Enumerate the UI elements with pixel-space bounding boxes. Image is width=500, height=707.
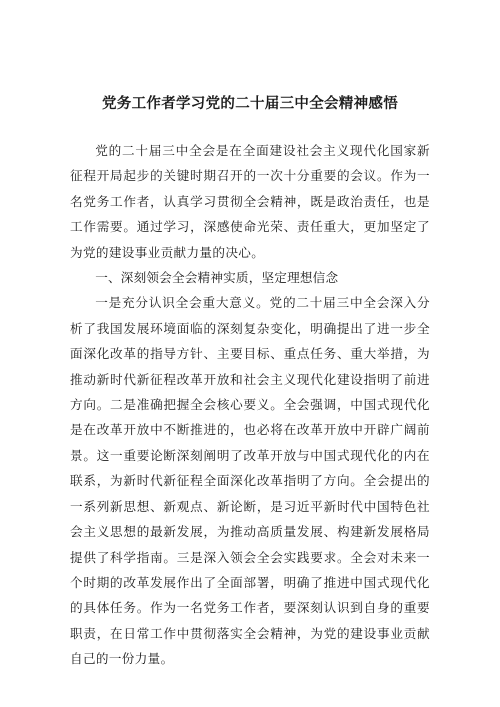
document-body — [70, 138, 430, 672]
section-heading: 一、深刻领会全会精神实质，坚定理想信念 — [95, 270, 339, 286]
document-title: 党务工作者学习党的二十届三中全会精神感悟 — [102, 96, 398, 112]
section-paragraph: 一是充分认识全会重大意义。党的二十届三中全会深入分析了我国发展环境面临的深刻复杂变化，明确提出了进一步全面深化改革的指导方针、主要目标、重点任务、重大举措，为推动新时代新征程改革开放和社会主义现代化建设指明了前进方向。二是准确把握全会核心要义。全会强调，中国式现代化是在改革开放中不断推进的，也必将在改革开放中开辟广阔前景。这一重要论断深刻阐明了改革开放与中国式现代化的内在联系，为新时代新征程全面深化改革指明了方向。全会提出的一系列新思想、新观点、新论断，是习近平新时代中国特色社会主义思想的最新发展，为推动高质量发展、构建新发展格局提供了科学指南。三是深入领会全会实践要求。全会对未来一个时期的改革发展作出了全面部署，明确了推进中国式现代化的具体任务。作为一名党务工作者，要深刻认识到自身的重要职责，在日常工作中贯彻落实全会精神，为党的建设事业贡献自己的一份力量。 — [70, 295, 430, 667]
intro-paragraph: 党的二十届三中全会是在全面建设社会主义现代化国家新征程开局起步的关键时期召开的一次十分重要的会议。作为一名党务工作者，认真学习贯彻全会精神，既是政治责任，也是工作需要。通过学习，深感使命光荣、责任重大，更加坚定了为党的建设事业贡献力量的决心。 — [70, 143, 430, 260]
